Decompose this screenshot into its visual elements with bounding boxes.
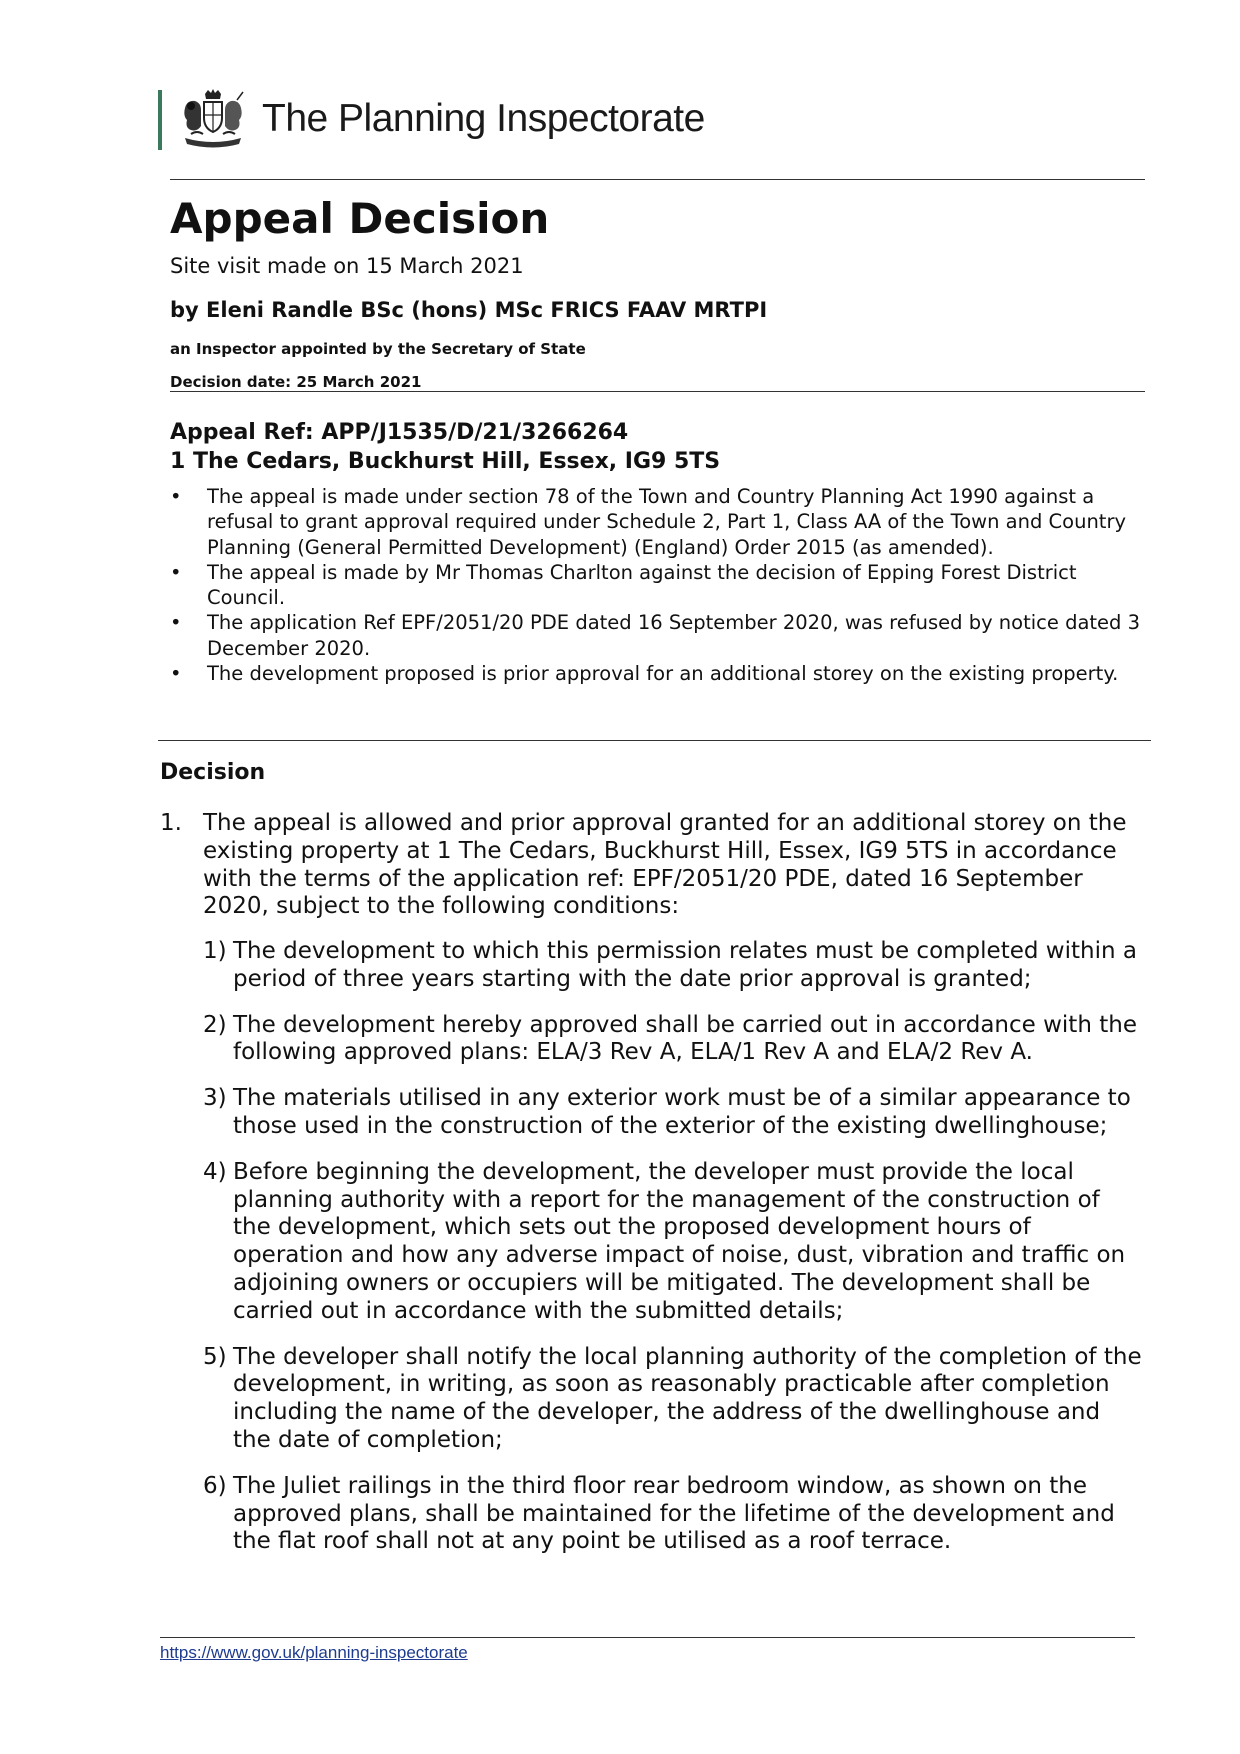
organization-name: The Planning Inspectorate — [262, 97, 705, 140]
summary-divider — [158, 740, 1151, 741]
condition-item — [203, 938, 1143, 994]
condition-number: 2) — [203, 1011, 227, 1038]
appeal-address: 1 The Cedars, Buckhurst Hill, Essex, IG9 5TS — [170, 449, 721, 474]
list-item — [170, 560, 1150, 611]
list-item — [170, 610, 1150, 661]
summary-text: The appeal is made by Mr Thomas Charlton against the decision of Epping Forest District Council. — [207, 560, 1077, 610]
planning-inspectorate-link[interactable]: https://www.gov.uk/planning-inspectorate — [160, 1643, 468, 1662]
condition-number: 5) — [203, 1343, 227, 1370]
condition-text: The developer shall notify the local planning authority of the completion of the development, in writing, as soon as reasonably practicable after completion including the name of the developer, the address of the dwellinghouse and the date of completion; — [233, 1343, 1142, 1453]
bullet-icon: • — [170, 560, 182, 584]
bullet-icon: • — [170, 611, 182, 635]
condition-item — [203, 1159, 1143, 1326]
bullet-icon: • — [170, 662, 182, 686]
inspector-name: by Eleni Randle BSc (hons) MSc FRICS FAAV MRTPI — [170, 298, 768, 322]
condition-text: The Juliet railings in the third floor rear bedroom window, as shown on the approved plans, shall be maintained for the lifetime of the development and the flat roof shall not at any point be utilised as a roof terrace. — [233, 1472, 1115, 1555]
condition-item — [203, 1473, 1143, 1556]
condition-number: 3) — [203, 1085, 227, 1112]
summary-text: The development proposed is prior approval for an additional storey on the existing property. — [207, 662, 1119, 686]
paragraph-number: 1. — [160, 810, 182, 836]
condition-number: 4) — [203, 1158, 227, 1185]
paragraph-text: The appeal is allowed and prior approval granted for an additional storey on the existing property at 1 The Cedars, Buckhurst Hill, Essex, IG9 5TS in accordance with the terms of the application ref: EPF/2051/20 PDE, dated 16 September 2020, subject to the following conditions: — [203, 810, 1127, 920]
condition-number: 1) — [203, 938, 227, 964]
bullet-icon: • — [170, 485, 182, 508]
royal-coat-of-arms-icon — [177, 88, 249, 152]
condition-item — [203, 1012, 1143, 1068]
title-divider — [170, 391, 1145, 392]
list-item — [170, 484, 1150, 560]
site-visit-date: Site visit made on 15 March 2021 — [170, 254, 524, 278]
condition-text: The development to which this permission relates must be completed within a period of three years starting with the date prior approval is granted; — [233, 938, 1137, 992]
appeal-reference: Appeal Ref: APP/J1535/D/21/3266264 — [170, 420, 629, 445]
logo-accent-bar — [158, 90, 162, 150]
summary-text: The appeal is made under section 78 of the Town and Country Planning Act 1990 against a refusal to grant approval required under Schedule 2, Part 1, Class AA of the Town and Country Planning (General Permitted Development) (England) Order 2015 (as amended). — [207, 485, 1127, 559]
section-heading-decision: Decision — [160, 760, 266, 785]
decision-paragraph — [160, 810, 1150, 921]
condition-number: 6) — [203, 1472, 227, 1499]
inspector-appointment: an Inspector appointed by the Secretary of State — [170, 340, 586, 358]
conditions-list — [203, 938, 1143, 1574]
condition-item — [203, 1344, 1143, 1455]
footer-divider — [160, 1637, 1135, 1638]
condition-text: Before beginning the development, the developer must provide the local planning authority with a report for the management of the construction of the development, which sets out the proposed development hours of operation and how any adverse impact of noise, dust, vibration and traffic on adjoining owners or occupiers will be mitigated. The development shall be carried out in accordance with the submitted details; — [233, 1158, 1126, 1324]
header-divider — [170, 179, 1145, 180]
decision-date: Decision date: 25 March 2021 — [170, 373, 422, 391]
condition-text: The materials utilised in any exterior work must be of a similar appearance to those used in the construction of the exterior of the existing dwellinghouse; — [233, 1085, 1131, 1139]
condition-item — [203, 1085, 1143, 1141]
page-title: Appeal Decision — [170, 194, 550, 243]
condition-text: The development hereby approved shall be carried out in accordance with the following approved plans: ELA/3 Rev A, ELA/1 Rev A and ELA/2 Rev A. — [233, 1011, 1137, 1066]
appeal-summary-list — [170, 484, 1150, 686]
summary-text: The application Ref EPF/2051/20 PDE dated 16 September 2020, was refused by notice dated 3 December 2020. — [207, 611, 1141, 660]
list-item — [170, 661, 1150, 686]
